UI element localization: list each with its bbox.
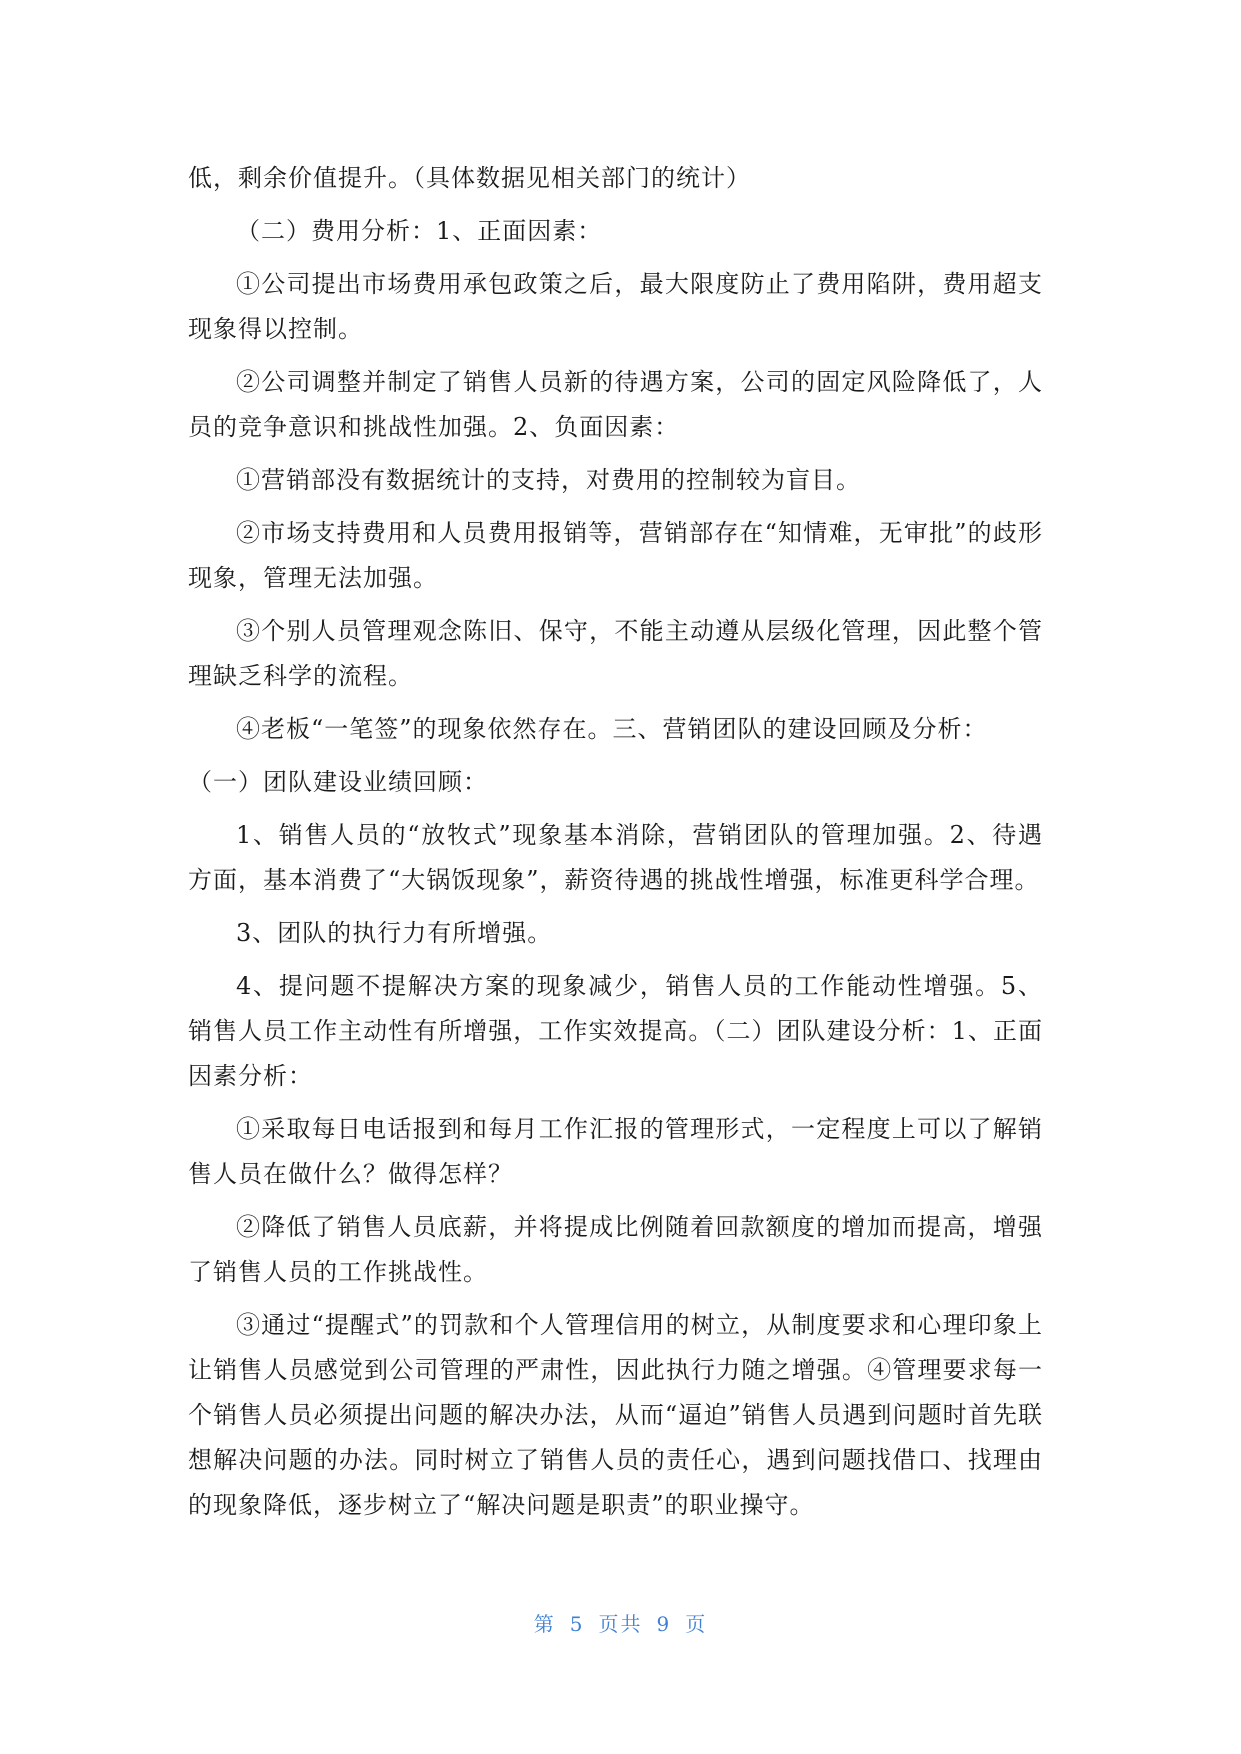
page-footer [0, 1608, 1241, 1637]
footer-label-end: 页 [685, 1612, 708, 1636]
paragraph-continuation: 低，剩余价值提升。（具体数据见相关部门的统计） [188, 164, 751, 192]
section-heading-expense-analysis: （二）费用分析：1、正面因素： [236, 217, 603, 245]
paragraph-expense-positive-2: ②公司调整并制定了销售人员新的待遇方案，公司的固定风险降低了，人员的竞争意识和挑战性加强。2、负面因素： [188, 368, 1043, 441]
paragraph-expense-negative-4: ④老板“一笔签”的现象依然存在。三、营销团队的建设回顾及分析： [236, 715, 988, 743]
footer-total-pages: 9 [656, 1612, 672, 1636]
footer-label-of: 页共 [598, 1612, 643, 1636]
paragraph-team-positive-3: ③通过“提醒式”的罚款和个人管理信用的树立，从制度要求和心理印象上让销售人员感觉到公司管理的严肃性，因此执行力随之增强。④管理要求每一个销售人员必须提出问题的解决办法，从而“逼迫”销售人员遇到问题时首先联想解决问题的办法。同时树立了销售人员的责任心，遇到问题找借口、找理由的现象降低，逐步树立了“解决问题是职责”的职业操守。 [188, 1311, 1043, 1519]
paragraph-team-positive-2: ②降低了销售人员底薪，并将提成比例随着回款额度的增加而提高，增强了销售人员的工作挑战性。 [188, 1213, 1043, 1286]
footer-current-page: 5 [569, 1612, 585, 1636]
paragraph-expense-negative-3: ③个别人员管理观念陈旧、保守，不能主动遵从层级化管理，因此整个管理缺乏科学的流程。 [188, 617, 1043, 690]
paragraph-team-review-3: 3、团队的执行力有所增强。 [236, 919, 553, 947]
footer-label-page: 第 [533, 1612, 556, 1636]
section-heading-team-review: （一）团队建设业绩回顾： [188, 768, 488, 796]
document-body [188, 156, 1043, 1536]
paragraph-expense-negative-2: ②市场支持费用和人员费用报销等，营销部存在“知情难，无审批”的歧形现象，管理无法加强。 [188, 519, 1043, 592]
paragraph-team-review-4: 4、提问题不提解决方案的现象减少，销售人员的工作能动性增强。5、销售人员工作主动性有所增强，工作实效提高。（二）团队建设分析：1、正面因素分析： [188, 972, 1043, 1090]
paragraph-expense-positive-1: ①公司提出市场费用承包政策之后，最大限度防止了费用陷阱，费用超支现象得以控制。 [188, 270, 1043, 343]
paragraph-expense-negative-1: ①营销部没有数据统计的支持，对费用的控制较为盲目。 [236, 466, 861, 494]
paragraph-team-review-1: 1、销售人员的“放牧式”现象基本消除，营销团队的管理加强。2、待遇方面，基本消费了“大锅饭现象”，薪资待遇的挑战性增强，标准更科学合理。 [188, 821, 1043, 894]
paragraph-team-positive-1: ①采取每日电话报到和每月工作汇报的管理形式，一定程度上可以了解销售人员在做什么？做得怎样？ [188, 1115, 1043, 1188]
